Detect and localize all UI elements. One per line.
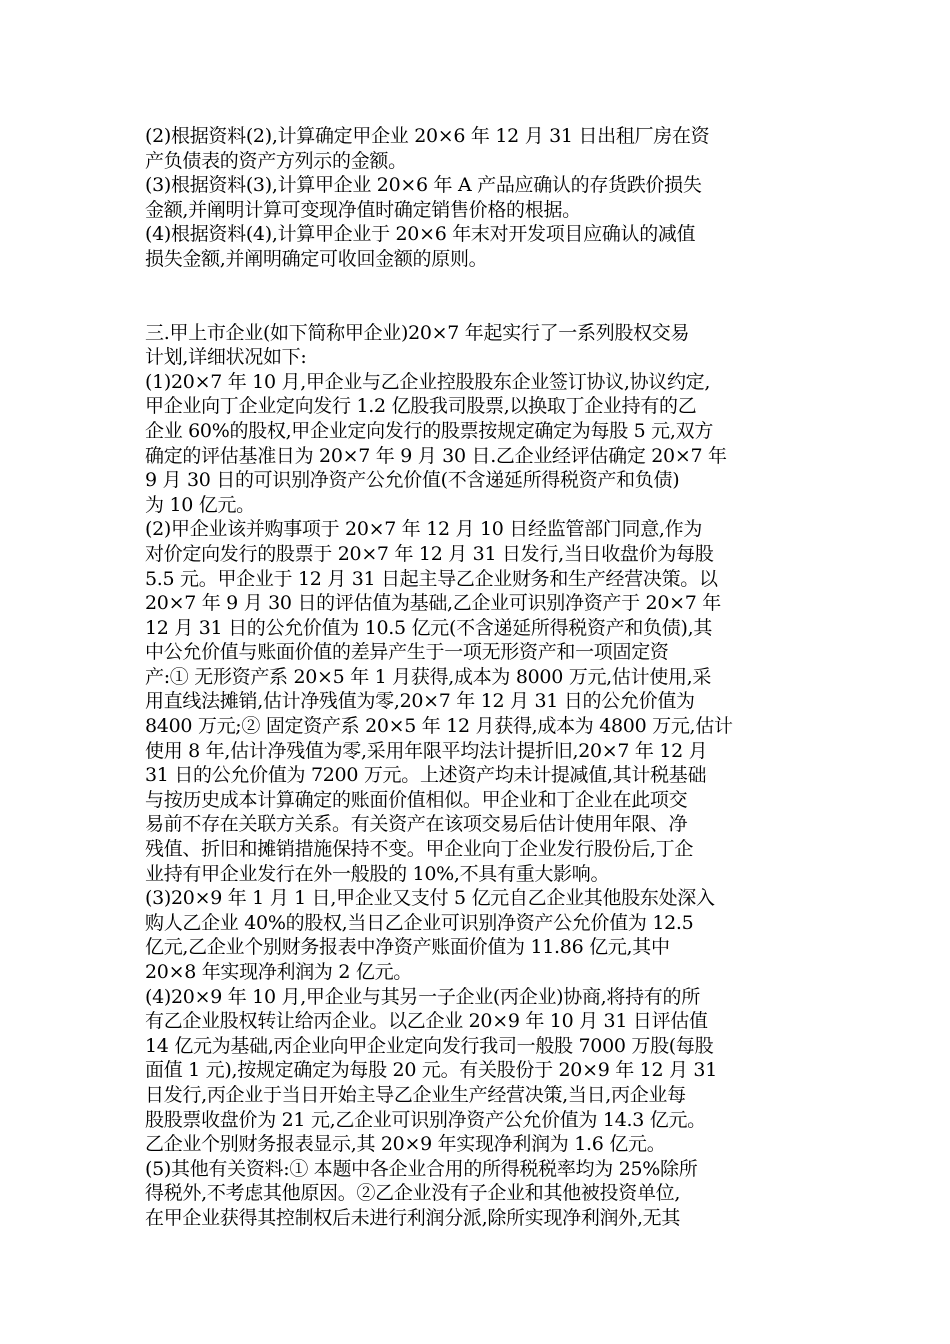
text-line: 购人乙企业 40%的股权,当日乙企业可识别净资产公允价值为 12.5 xyxy=(145,911,694,934)
text-line: 为 10 亿元。 xyxy=(145,493,255,516)
text-line: 对价定向发行的股票于 20×7 年 12 月 31 日发行,当日收盘价为每股 xyxy=(145,542,714,565)
text-line: 与按历史成本计算确定的账面价值相似。甲企业和丁企业在此项交 xyxy=(145,788,688,811)
section-three xyxy=(145,321,815,1231)
text-line: 得税外,不考虑其他原因。②乙企业没有子企业和其他被投资单位, xyxy=(145,1182,681,1205)
text-line: 乙企业个别财务报表显示,其 20×9 年实现净利润为 1.6 亿元。 xyxy=(145,1133,666,1156)
text-line: 8400 万元;② 固定资产系 20×5 年 12 月获得,成本为 4800 万元,估计 xyxy=(145,715,733,738)
text-line: 在甲企业获得其控制权后未进行利润分派,除所实现净利润外,无其 xyxy=(145,1206,681,1229)
text-line: 31 日的公允价值为 7200 万元。上述资产均未计提减值,其计税基础 xyxy=(145,764,707,787)
text-line: 残值、折旧和摊销措施保持不变。甲企业向丁企业发行股份后,丁企 xyxy=(145,838,694,861)
text-line: 股股票收盘价为 21 元,乙企业可识别净资产公允价值为 14.3 亿元。 xyxy=(145,1108,706,1131)
text-line: (4)根据资料(4),计算甲企业于 20×6 年末对开发项目应确认的减值 xyxy=(145,223,696,246)
text-line: 用直线法摊销,估计净残值为零,20×7 年 12 月 31 日的公允价值为 xyxy=(145,690,695,713)
text-line: 确定的评估基准日为 20×7 年 9 月 30 日.乙企业经评估确定 20×7 年 xyxy=(145,444,727,467)
text-line: 产负债表的资产方列示的金额。 xyxy=(145,149,407,172)
text-line: (2)甲企业该并购事项于 20×7 年 12 月 10 日经监管部门同意,作为 xyxy=(145,518,703,541)
document-page xyxy=(145,124,815,1231)
text-line: 甲企业向丁企业定向发行 1.2 亿股我司股票,以换取丁企业持有的乙 xyxy=(145,395,697,418)
text-line: (3)根据资料(3),计算甲企业 20×6 年 A 产品应确认的存货跌价损失 xyxy=(145,174,702,197)
text-line: 使用 8 年,估计净残值为零,采用年限平均法计提折旧,20×7 年 12 月 xyxy=(145,739,708,762)
text-line: 中公允价值与账面价值的差异产生于一项无形资产和一项固定资 xyxy=(145,641,669,664)
text-line: 损失金额,并阐明确定可收回金额的原则。 xyxy=(145,247,488,270)
text-line: 企业 60%的股权,甲企业定向发行的股票按规定确定为每股 5 元,双方 xyxy=(145,419,714,442)
section-two-questions xyxy=(145,124,815,272)
text-line: 20×7 年 9 月 30 日的评估值为基础,乙企业可识别净资产于 20×7 年 xyxy=(145,592,721,615)
text-line: 14 亿元为基础,丙企业向甲企业定向发行我司一般股 7000 万股(每股 xyxy=(145,1034,714,1057)
text-line: 亿元,乙企业个别财务报表中净资产账面价值为 11.86 亿元,其中 xyxy=(145,936,670,959)
section-gap xyxy=(145,272,815,321)
text-line: 易前不存在关联方关系。有关资产在该项交易后估计使用年限、净 xyxy=(145,813,688,836)
text-line: (1)20×7 年 10 月,甲企业与乙企业控股股东企业签订协议,协议约定, xyxy=(145,370,711,393)
text-line: (2)根据资料(2),计算确定甲企业 20×6 年 12 月 31 日出租厂房在资 xyxy=(145,125,710,147)
text-line: 产:① 无形资产系 20×5 年 1 月获得,成本为 8000 万元,估计使用,采 xyxy=(145,665,712,688)
text-line: 5.5 元。甲企业于 12 月 31 日起主导乙企业财务和生产经营决策。以 xyxy=(145,567,718,590)
text-line: (3)20×9 年 1 月 1 日,甲企业又支付 5 亿元自乙企业其他股东处深入 xyxy=(145,887,715,910)
text-line: 金额,并阐明计算可变现净值时确定销售价格的根据。 xyxy=(145,198,581,221)
text-line: 有乙企业股权转让给丙企业。以乙企业 20×9 年 10 月 31 日评估值 xyxy=(145,1010,708,1033)
text-line: 12 月 31 日的公允价值为 10.5 亿元(不含递延所得税资产和负债),其 xyxy=(145,616,713,639)
text-line: (4)20×9 年 10 月,甲企业与其另一子企业(丙企业)协商,将持有的所 xyxy=(145,985,700,1008)
text-line: 20×8 年实现净利润为 2 亿元。 xyxy=(145,961,412,983)
text-line: (5)其他有关资料:① 本题中各企业合用的所得税税率均为 25%除所 xyxy=(145,1157,698,1180)
text-line: 9 月 30 日的可识别净资产公允价值(不含递延所得税资产和负债) xyxy=(145,469,680,492)
text-line: 业持有甲企业发行在外一般股的 10%,不具有重大影响。 xyxy=(145,862,610,885)
text-line: 计划,详细状况如下: xyxy=(145,346,307,369)
text-line: 面值 1 元),按规定确定为每股 20 元。有关股份于 20×9 年 12 月 31 xyxy=(145,1059,718,1082)
text-line: 日发行,丙企业于当日开始主导乙企业生产经营决策,当日,丙企业每 xyxy=(145,1083,686,1106)
section-heading: 三.甲上市企业(如下简称甲企业)20×7 年起实行了一系列股权交易 xyxy=(145,321,690,344)
